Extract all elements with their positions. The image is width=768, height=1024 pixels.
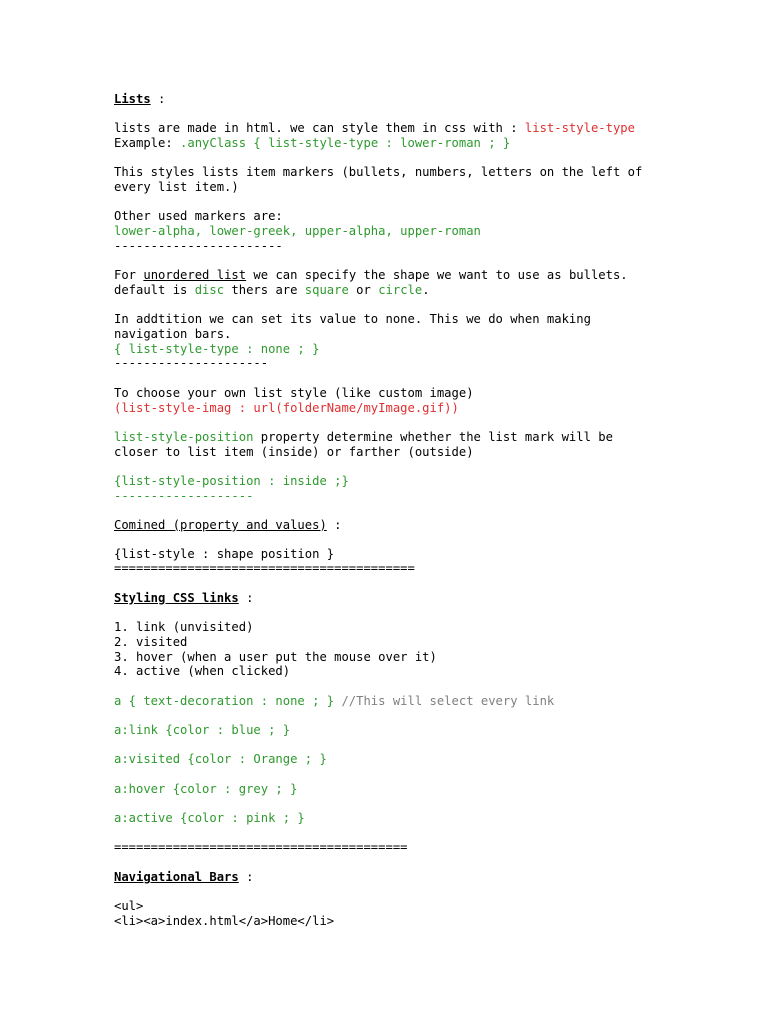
text: For — [114, 268, 144, 282]
code-line: a:link {color : blue ; } — [114, 723, 291, 737]
list-item: 3. hover (when a user put the mouse over it) — [114, 650, 437, 664]
text: lists are made in html. we can style them in css with : — [114, 121, 525, 135]
code-green: disc — [194, 283, 225, 297]
nav-heading-line — [114, 870, 253, 885]
underlined-text: unordered list — [143, 268, 247, 282]
list-item: 4. active (when clicked) — [114, 664, 291, 678]
list-item: 1. link (unvisited) — [114, 620, 254, 634]
code-line: <ul> — [114, 899, 144, 913]
heading-suffix: : — [238, 591, 254, 605]
code-line: <li><a>index.html</a>Home</li> — [114, 914, 335, 928]
separator: ------------------- — [114, 489, 254, 503]
lists-heading-line — [114, 92, 165, 107]
text-line: Other used markers are: — [114, 209, 283, 223]
text: or — [348, 283, 379, 297]
heading-suffix: : — [150, 92, 166, 106]
code-line: (list-style-imag : url(folderName/myImage.gif)) — [114, 401, 459, 415]
code-green: list-style-position — [114, 430, 254, 444]
lists-heading: Lists — [114, 92, 151, 106]
code-green: .anyClass { list-style-type : lower-roman ; } — [180, 136, 511, 150]
links-heading: Styling CSS links — [114, 591, 239, 605]
nav-heading: Navigational Bars — [114, 870, 239, 884]
separator: ======================================== — [114, 840, 408, 854]
code-red: list-style-type — [524, 121, 635, 135]
text-line — [114, 268, 628, 283]
text-line — [114, 283, 430, 298]
code-line: a:hover {color : grey ; } — [114, 782, 298, 796]
code-line: a:active {color : pink ; } — [114, 811, 305, 825]
code-line: { list-style-type : none ; } — [114, 342, 320, 356]
list-item: 2. visited — [114, 635, 188, 649]
text-line — [114, 430, 613, 445]
code-line: lower-alpha, lower-greek, upper-alpha, upper-roman — [114, 224, 481, 238]
text: . — [422, 283, 430, 297]
text-line — [114, 136, 510, 151]
separator: ========================================= — [114, 561, 415, 575]
code-line — [114, 694, 554, 709]
text-line — [114, 518, 341, 533]
text-line: To choose your own list style (like custom image) — [114, 386, 474, 400]
code-green: circle — [378, 283, 423, 297]
code-green: a { text-decoration : none ; } — [114, 694, 335, 708]
text: : — [326, 518, 342, 532]
text-line: closer to list item (inside) or farther (outside) — [114, 445, 474, 459]
text-line: In addtition we can set its value to none. This we do when making — [114, 312, 591, 326]
links-heading-line — [114, 591, 253, 606]
text: default is — [114, 283, 195, 297]
text-line: This styles lists item markers (bullets, numbers, letters on the left of — [114, 165, 643, 179]
code-line: {list-style-position : inside ;} — [114, 474, 349, 488]
heading-suffix: : — [238, 870, 254, 884]
code-line: a:visited {color : Orange ; } — [114, 752, 327, 766]
text: Example: — [114, 136, 181, 150]
underlined-text: Comined (property and values) — [114, 518, 327, 532]
separator: --------------------- — [114, 356, 269, 370]
text: property determine whether the list mark will be — [253, 430, 613, 444]
text-line: every list item.) — [114, 180, 239, 194]
code-line: {list-style : shape position } — [114, 547, 335, 561]
text-line: navigation bars. — [114, 327, 232, 341]
text-line — [114, 121, 635, 136]
text: we can specify the shape we want to use as bullets. — [246, 268, 628, 282]
separator: ----------------------- — [114, 239, 283, 253]
code-comment: //This will select every link — [334, 694, 555, 708]
text: thers are — [224, 283, 305, 297]
code-green: square — [304, 283, 349, 297]
